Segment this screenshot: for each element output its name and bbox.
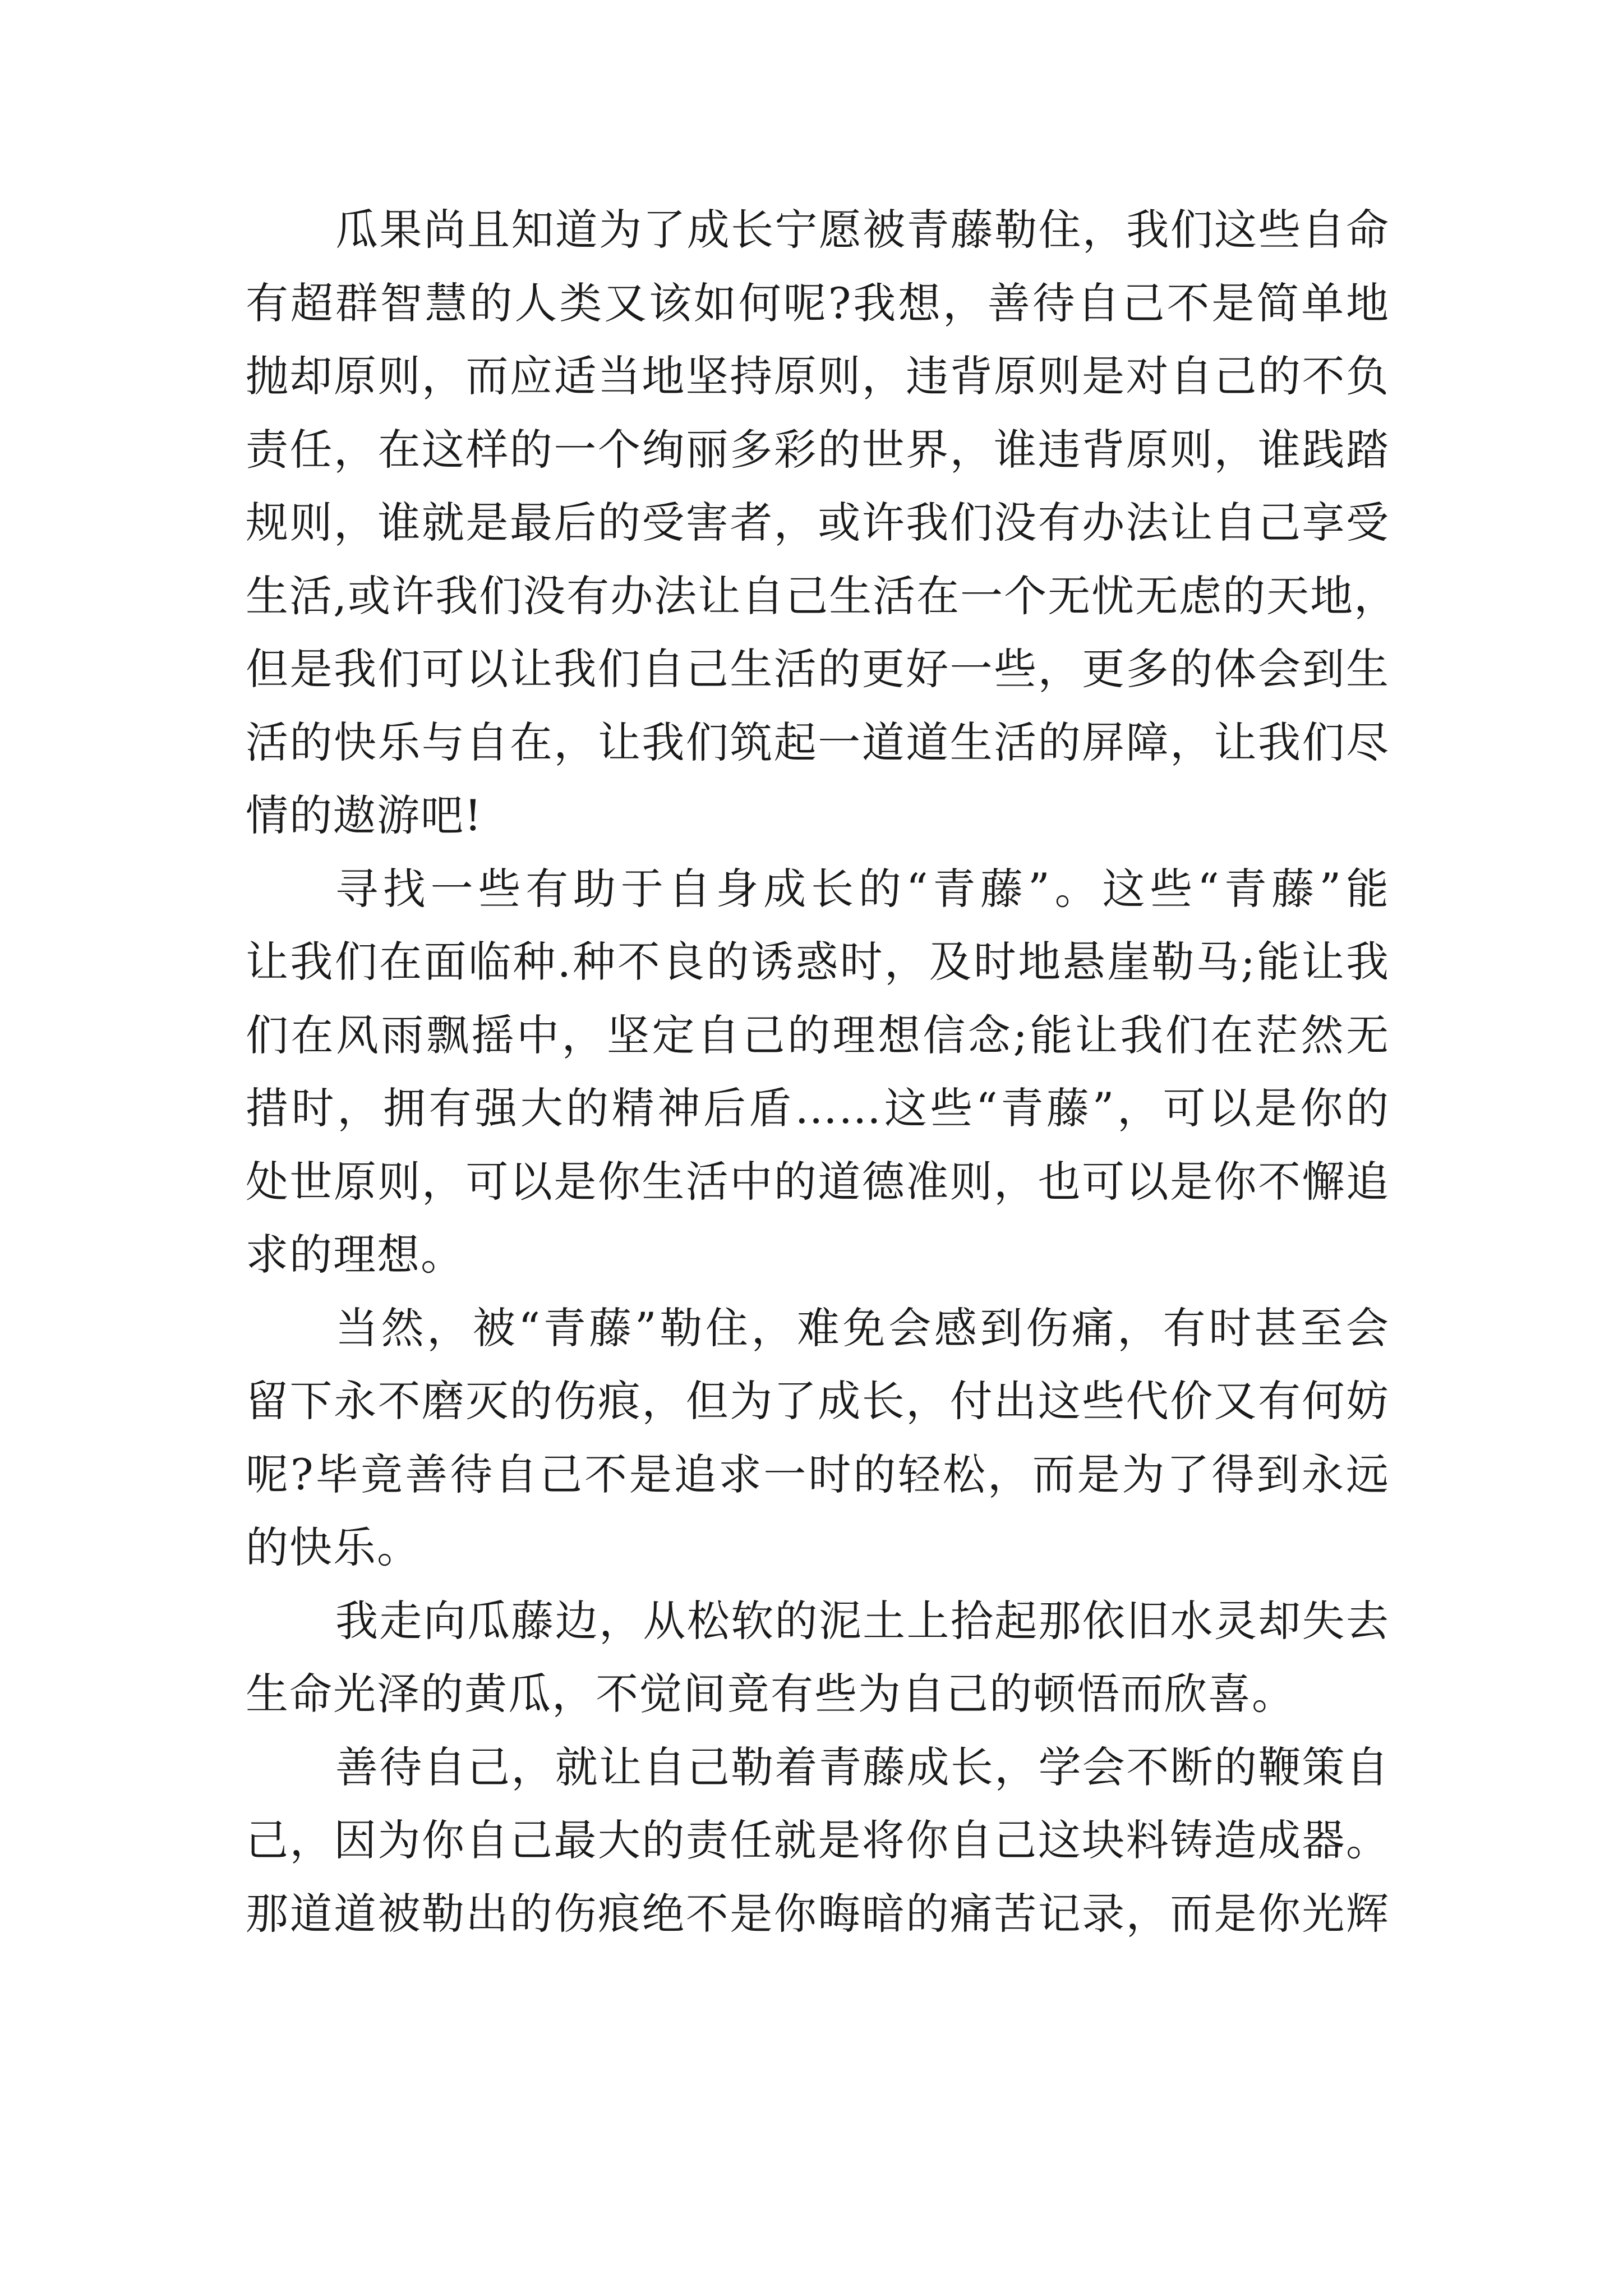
document-body <box>246 194 1398 1950</box>
paragraph-1 <box>246 194 1398 853</box>
text-line: 生活,或许我们没有办法让自己生活在一个无忧无虑的天地， <box>246 570 1398 621</box>
text-line: 但是我们可以让我们自己生活的更好一些，更多的体会到生 <box>246 644 1390 694</box>
text-line: 那道道被勒出的伤痕绝不是你晦暗的痛苦记录，而是你光辉 <box>246 1888 1390 1939</box>
paragraph-2 <box>246 853 1390 1292</box>
text-line: 的快乐。 <box>246 1522 421 1572</box>
text-line: 让我们在面临种.种不良的诱惑时，及时地悬崖勒马;能让我 <box>246 937 1390 987</box>
text-line: 规则，谁就是最后的受害者，或许我们没有办法让自己享受 <box>246 498 1390 547</box>
text-line: 生命光泽的黄瓜，不觉间竟有些为自己的顿悟而欣喜。 <box>246 1669 1295 1719</box>
text-line: 处世原则，可以是你生活中的道德准则，也可以是你不懈追 <box>246 1156 1390 1207</box>
text-line: 呢?毕竟善待自己不是追求一时的轻松，而是为了得到永远 <box>246 1449 1390 1499</box>
text-line: 求的理想。 <box>246 1230 464 1280</box>
text-line: 瓜果尚且知道为了成长宁愿被青藤勒住，我们这些自命 <box>335 205 1390 255</box>
text-line: 有超群智慧的人类又该如何呢?我想，善待自己不是简单地 <box>246 278 1390 328</box>
text-line: 善待自己，就让自己勒着青藤成长，学会不断的鞭策自 <box>335 1742 1390 1792</box>
text-line: 当然，被“青藤”勒住，难免会感到伤痛，有时甚至会 <box>335 1303 1390 1353</box>
text-line: 责任，在这样的一个绚丽多彩的世界，谁违背原则，谁践踏 <box>246 424 1390 475</box>
text-line: 寻找一些有助于自身成长的“青藤”。这些“青藤”能 <box>335 863 1390 914</box>
paragraph-4 <box>246 1585 1390 1731</box>
text-line: 情的遨游吧! <box>246 790 483 840</box>
text-line: 们在风雨飘摇中，坚定自己的理想信念;能让我们在茫然无 <box>246 1010 1390 1060</box>
text-line: 己，因为你自己最大的责任就是将你自己这块料铸造成器。 <box>246 1815 1390 1865</box>
text-line: 我走向瓜藤边，从松软的泥土上拾起那依旧水灵却失去 <box>335 1595 1390 1646</box>
paragraph-3 <box>246 1292 1390 1585</box>
paragraph-5 <box>246 1731 1390 1951</box>
text-line: 措时，拥有强大的精神后盾……这些“青藤”，可以是你的 <box>246 1083 1390 1133</box>
text-line: 抛却原则，而应适当地坚持原则，违背原则是对自己的不负 <box>246 351 1390 401</box>
text-line: 留下永不磨灭的伤痕，但为了成长，付出这些代价又有何妨 <box>246 1376 1390 1426</box>
text-line: 活的快乐与自在，让我们筑起一道道生活的屏障，让我们尽 <box>246 717 1390 767</box>
